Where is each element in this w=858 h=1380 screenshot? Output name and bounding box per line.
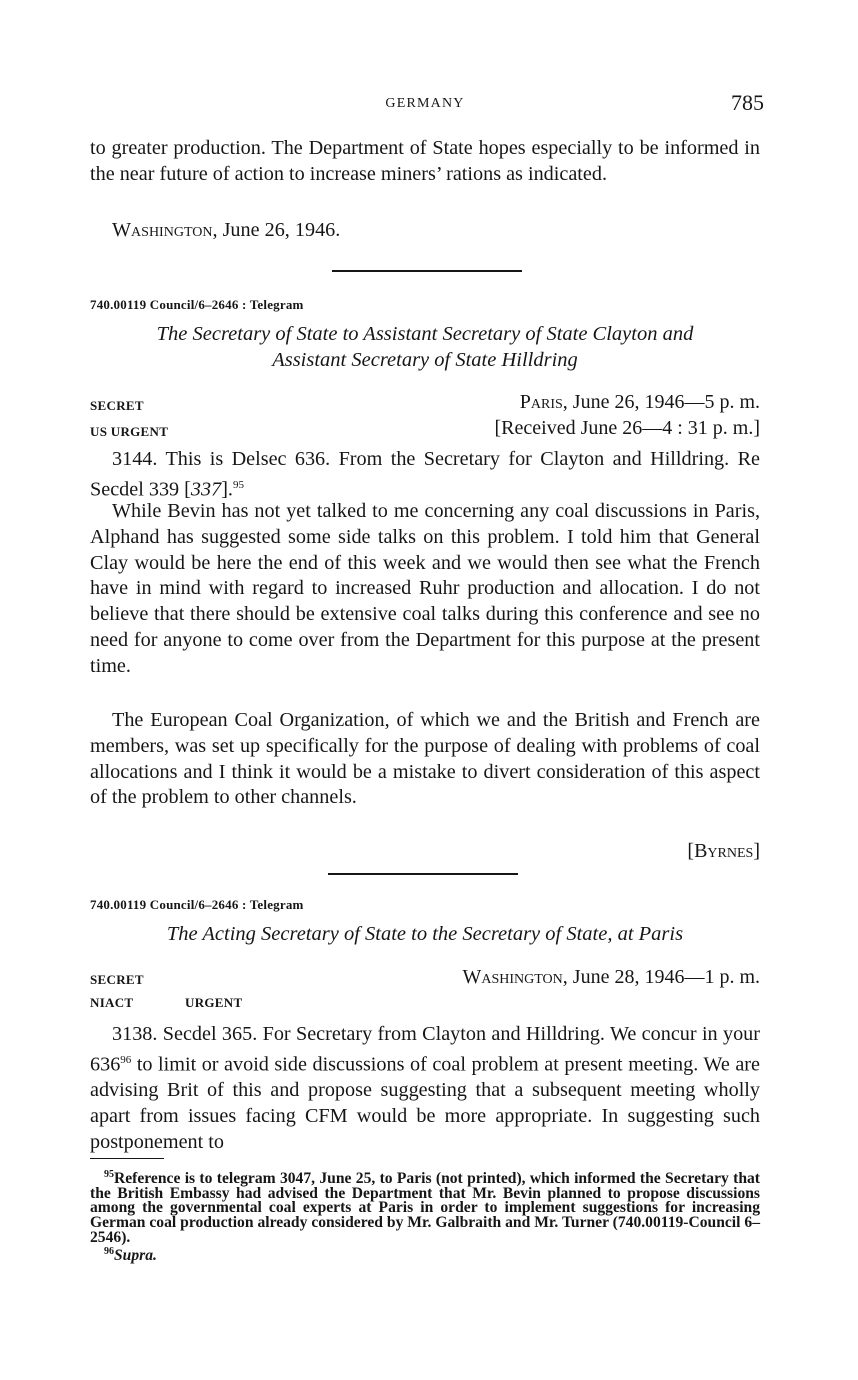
doc1-paragraph-1-text: 3144. This is Delsec 636. From the Secretary for Clayton and Hilldring. Re Secdel 339 [ xyxy=(90,448,760,501)
doc1-heading-line1: The Secretary of State to Assistant Secretary of State Clayton and xyxy=(156,323,694,345)
doc1-sent-place: Paris xyxy=(519,391,563,413)
doc1-paragraph-1 xyxy=(90,447,760,503)
doc2-paragraph-1-a: 3138. Secdel 365. For Secretary from Clayton and Hilldring. We concur in your 636 xyxy=(90,1023,760,1076)
dateline-date: , June 26, 1946. xyxy=(212,219,341,241)
doc1-sent-time: , June 26, 1946—5 p. m. xyxy=(562,391,760,413)
page-number: 785 xyxy=(731,90,764,115)
footnote-96-text: Supra. xyxy=(114,1247,157,1265)
doc1-paragraph-3: The European Coal Organization, of which we and the British and French are members, was set up specifically for the purpose of dealing with problems of coal allocations and I think it would be a mistake to divert consideration of this aspect of the problem to other channels. xyxy=(90,709,760,809)
section-divider-2 xyxy=(328,873,518,875)
doc2-meta-row-1 xyxy=(90,966,760,992)
doc2-sent-place: Washington xyxy=(462,966,563,988)
footnote-ref-96: 96 xyxy=(120,1053,132,1066)
footnote-95-mark: 95 xyxy=(104,1169,114,1180)
doc1-paragraph-2: While Bevin has not yet talked to me concerning any coal discussions in Paris, Alphand has suggested some side talks on this problem. I told him that General Clay would be here the end of this week and we would then see what the French have in mind with regard to increased Ruhr production and allocation. I do not believe that there should be extensive coal talks during this conference and see no need for anyone to come over from the Department for this purpose at the present time. xyxy=(90,500,760,677)
doc1-corrected-ref: 337 xyxy=(190,478,222,501)
doc2-precedence: URGENT xyxy=(185,995,243,1010)
footnote-96 xyxy=(90,1245,760,1264)
doc1-heading-line2: Assistant Secretary of State Hilldring xyxy=(272,349,578,371)
doc2-file-id: 740.00119 Council/6–2646 : Telegram xyxy=(90,897,304,912)
doc2-paragraph-1 xyxy=(90,1022,760,1156)
dateline-place: Washington xyxy=(112,219,213,241)
doc1-signature-name: Byrnes xyxy=(694,840,754,862)
doc1-sent xyxy=(520,391,760,414)
doc1-precedence: US URGENT xyxy=(90,424,169,439)
doc1-received: [Received June 26—4 : 31 p. m.] xyxy=(494,417,760,439)
running-head xyxy=(90,90,764,117)
doc1-meta-row-2 xyxy=(90,417,760,443)
doc2-niact: NIACT xyxy=(90,995,134,1010)
doc1-file-id: 740.00119 Council/6–2646 : Telegram xyxy=(90,297,304,312)
doc2-sent xyxy=(462,966,760,989)
doc2-meta-row-2 xyxy=(90,992,760,1018)
footnote-ref-95: 95 xyxy=(232,478,244,491)
doc2-heading: The Acting Secretary of State to the Secretary of State, at Paris xyxy=(166,923,684,945)
doc1-classification: SECRET xyxy=(90,398,144,413)
footnote-95-text: Reference is to telegram 3047, June 25, to Paris (not printed), which informed the Secretary that the British Embassy had advised the Department that Mr. Bevin planned to propose discussions among the governmental coal experts at Paris in order to implement suggestions for increasing German coal production already considered by Mr. Galbraith and Mr. Turner (740.00119-Council 6–2546). xyxy=(90,1170,760,1246)
footnote-divider xyxy=(90,1158,164,1159)
section-divider xyxy=(332,270,522,272)
footnote-96-mark: 96 xyxy=(104,1246,114,1258)
intro-paragraph: to greater production. The Department of State hopes especially to be informed in the near future of action to increase miners’ rations as indicated. xyxy=(90,137,760,185)
doc1-signature: [Byrnes] xyxy=(687,840,760,862)
running-title: GERMANY xyxy=(385,96,465,111)
doc1-paragraph-1-close: ]. xyxy=(221,478,233,501)
intro-dateline xyxy=(90,218,760,244)
doc1-heading xyxy=(90,321,760,373)
doc2-sent-time: , June 28, 1946—1 p. m. xyxy=(562,966,760,988)
doc1-meta-row-1 xyxy=(90,391,760,417)
footnote-95 xyxy=(90,1168,760,1245)
doc2-paragraph-1-b: to limit or avoid side discussions of coal problem at present meeting. We are advising Brit of this and propose suggesting that a subsequent meeting wholly apart from issues facing CFM would be more appropriate. In suggesting such postponement to xyxy=(90,1053,760,1153)
footnotes xyxy=(90,1168,760,1264)
doc2-classification: SECRET xyxy=(90,972,144,987)
